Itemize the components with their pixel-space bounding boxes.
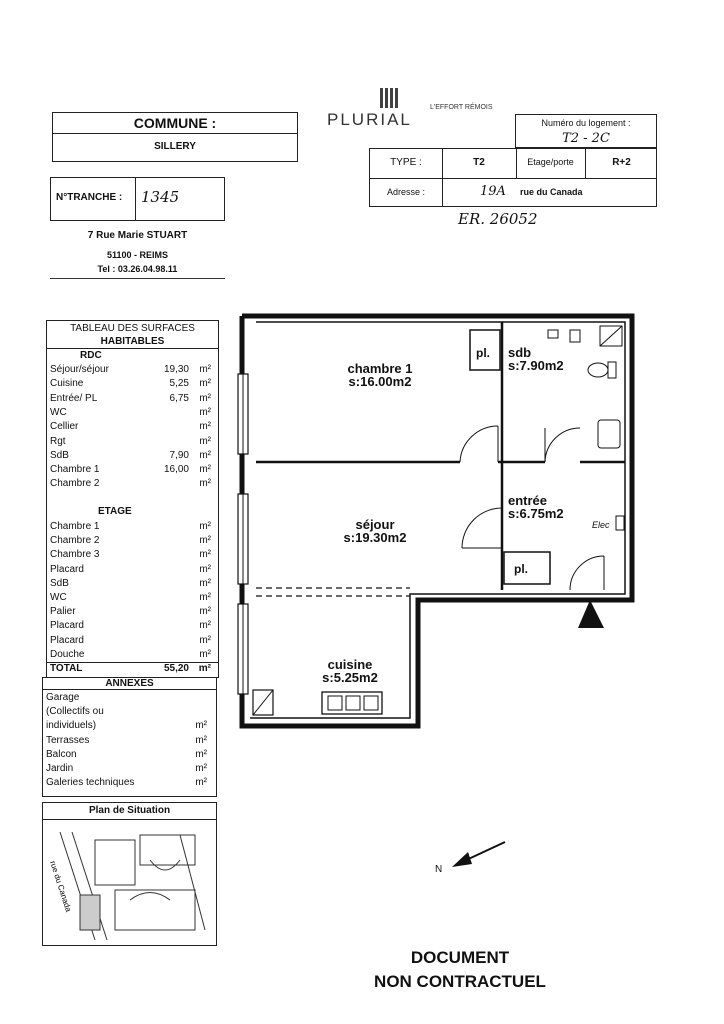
plurial-logo: PLURIAL <box>327 110 412 129</box>
annexe-row: Garage <box>46 692 80 703</box>
surface-row: Séjour/séjour 19,30 m² <box>50 364 211 375</box>
room-entree: entrée s:6.75m2 <box>508 493 564 521</box>
surface-row: WC m² <box>50 592 211 603</box>
annexe-row: individuels) m² <box>46 720 207 732</box>
placard-label-entree: pl. <box>514 562 528 576</box>
surface-row: Cuisine 5,25 m² <box>50 378 211 390</box>
annexe-row: Galeries techniques m² <box>46 777 207 789</box>
annexe-row: (Collectifs ou <box>46 706 104 718</box>
surface-row: Rgt m² <box>50 435 211 447</box>
etage-value: R+2 <box>612 157 631 168</box>
room-cuisine: cuisine s:5.25m2 <box>322 657 378 685</box>
annexe-row: Terrasses m² <box>46 734 207 746</box>
plan-situation-label: Plan de Situation <box>88 805 171 816</box>
surface-row: Placard m² <box>50 563 211 575</box>
room-chambre-1: chambre 1 s:16.00m2 <box>347 361 413 389</box>
surface-row: Placard m² <box>50 634 211 646</box>
elec-label: Elec <box>592 520 610 530</box>
rdc-label: RDC <box>80 350 102 361</box>
surface-row: Chambre 3 m² <box>50 549 211 561</box>
room-sejour: séjour s:19.30m2 <box>343 517 407 545</box>
address-line-2: 51100 - REIMS <box>106 250 169 260</box>
north-label: N <box>435 864 443 875</box>
surface-row: SdB 7,90 m² <box>50 449 211 461</box>
surface-row: Placard m² <box>50 620 211 632</box>
brand-tagline: L'EFFORT RÉMOIS <box>430 104 493 111</box>
surface-row: Entrée/ PL 6,75 m² <box>50 392 211 404</box>
annexe-row: Balcon m² <box>46 748 207 760</box>
annexe-row: Jardin m² <box>46 763 207 774</box>
surface-row: Douche m² <box>50 648 211 660</box>
surface-row: Cellier m² <box>50 421 211 433</box>
surface-row: Chambre 2 m² <box>50 478 211 490</box>
etage-section-label: ETAGE <box>98 506 132 517</box>
tranche-label: N°TRANCHE : <box>56 192 123 203</box>
commune-label: COMMUNE : <box>133 115 217 131</box>
surface-row: Palier m² <box>50 606 211 618</box>
footer-non-contractuel: NON CONTRACTUEL <box>374 972 546 991</box>
annexes-label: ANNEXES <box>43 678 216 690</box>
north-arrow-icon <box>452 842 505 867</box>
surface-row: WC m² <box>50 406 211 418</box>
adresse-label: Adresse : <box>386 187 426 197</box>
numero-logement-label: Numéro du logement : <box>541 118 631 128</box>
adresse-number: 19A <box>480 184 506 199</box>
surfaces-title: TABLEAU DES SURFACES HABITABLES <box>70 323 195 347</box>
plan-street-label: rue du Canada <box>48 859 74 913</box>
address-line-1: 7 Rue Marie STUART <box>87 230 188 241</box>
commune-value: SILLERY <box>154 141 196 152</box>
total-row: TOTAL 55,20 m² <box>50 663 211 674</box>
type-value: T2 <box>473 157 485 168</box>
tranche-value: 1345 <box>141 188 180 206</box>
reference-handwritten: ER. 26052 <box>458 210 538 228</box>
numero-logement-value: T2 - 2C <box>562 131 610 146</box>
type-label: TYPE : <box>390 157 422 168</box>
surface-row: Chambre 2 m² <box>50 535 211 547</box>
phone-number: Tel : 03.26.04.98.11 <box>97 264 178 274</box>
placard-label-chambre: pl. <box>476 346 490 360</box>
adresse-value: rue du Canada <box>520 187 583 197</box>
etage-label: Etage/porte <box>527 157 574 167</box>
entrance-arrow-icon <box>578 600 604 628</box>
surface-row: Chambre 1 m² <box>50 521 211 532</box>
room-sdb: sdb s:7.90m2 <box>508 345 564 373</box>
surface-row: SdB m² <box>50 577 211 589</box>
footer-document: DOCUMENT <box>410 948 510 967</box>
surface-row: Chambre 1 16,00 m² <box>50 464 211 476</box>
